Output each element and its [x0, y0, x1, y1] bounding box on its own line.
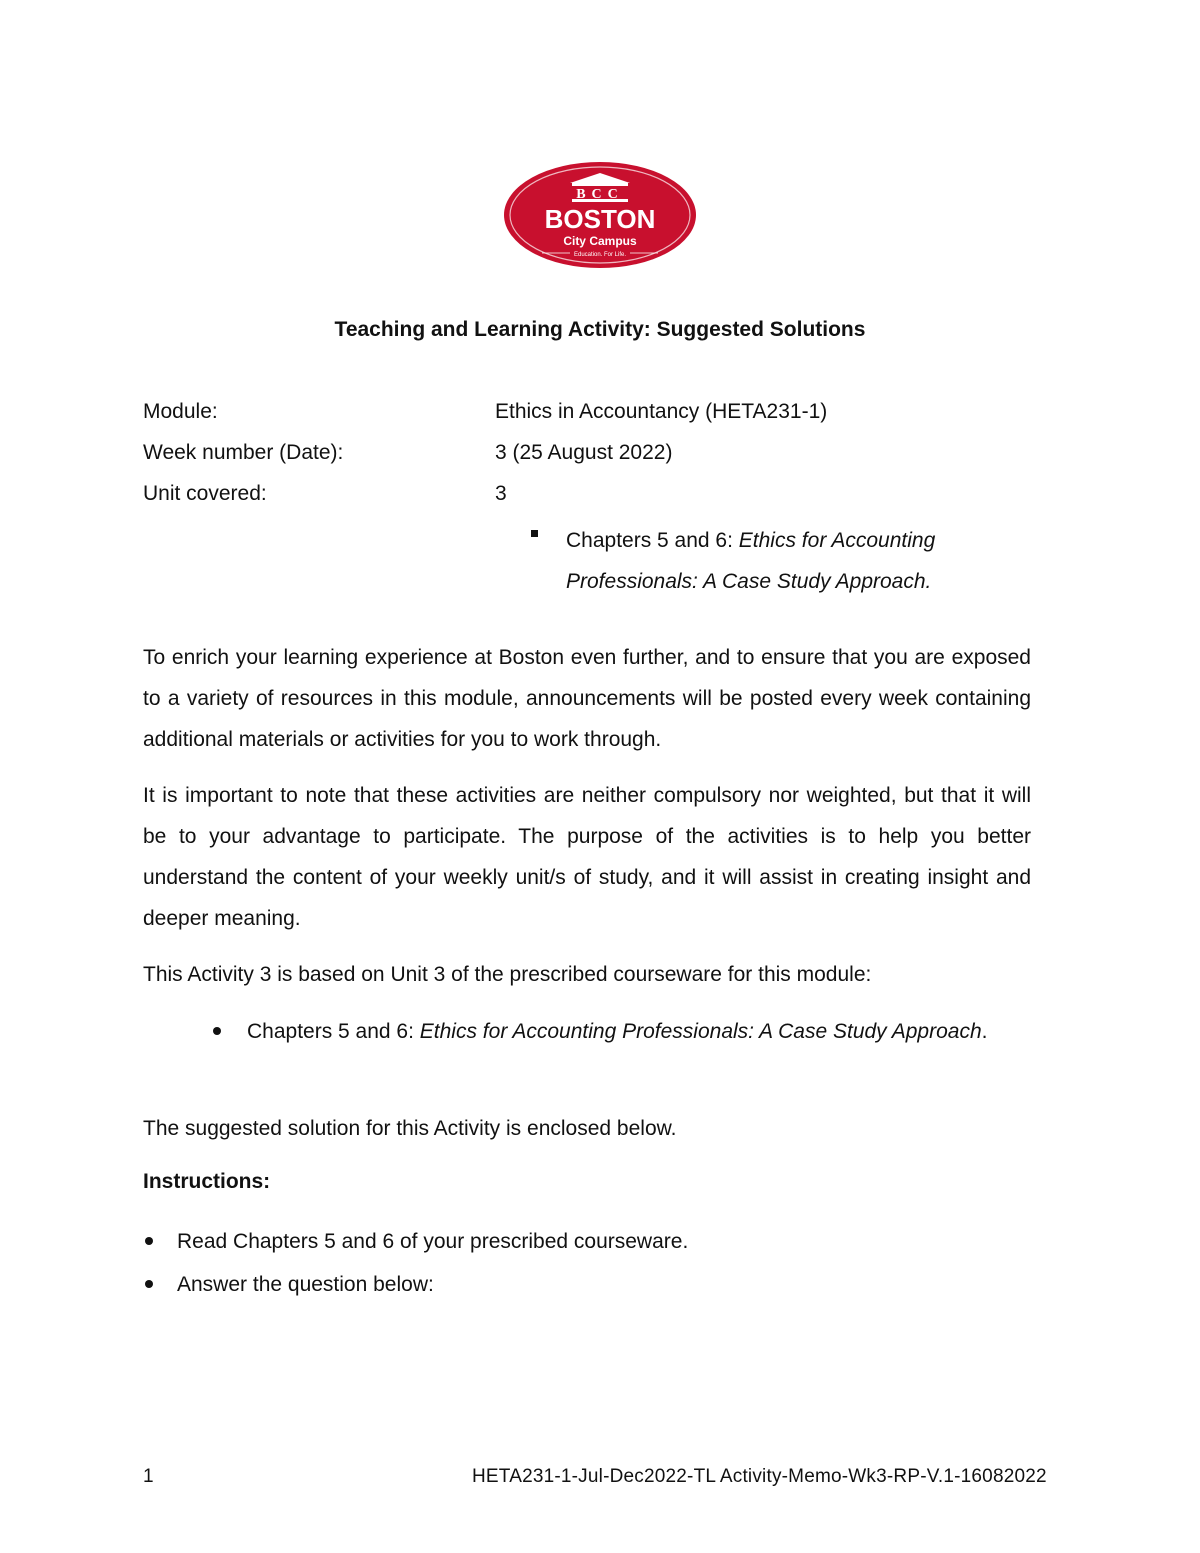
unit-chapters — [566, 520, 1006, 602]
chapters-prefix: Chapters 5 and 6: — [566, 529, 739, 552]
square-bullet-icon — [531, 530, 538, 537]
unit-value: 3 — [495, 482, 507, 505]
chapters-bullet-item — [247, 1011, 1031, 1052]
module-label: Module: — [143, 400, 218, 423]
svg-text:Education. For Life.: Education. For Life. — [573, 252, 627, 258]
bullet-end: . — [981, 1020, 988, 1043]
bullet-dot-icon — [145, 1237, 153, 1245]
solution-paragraph: The suggested solution for this Activity is enclosed below. — [143, 1117, 677, 1140]
week-value: 3 (25 August 2022) — [495, 441, 673, 464]
bullet-dot-icon — [213, 1027, 221, 1035]
bullet-dot-icon — [145, 1280, 153, 1288]
boston-city-campus-logo — [502, 161, 698, 269]
module-value: Ethics in Accountancy (HETA231-1) — [495, 400, 828, 423]
instruction-item: Answer the question below: — [177, 1273, 434, 1296]
instruction-item: Read Chapters 5 and 6 of your prescribed courseware. — [177, 1230, 689, 1253]
bullet-book-title: Ethics for Accounting Professionals: A Case Study Approach — [419, 1020, 982, 1043]
activity-basis-paragraph: This Activity 3 is based on Unit 3 of the prescribed courseware for this module: — [143, 963, 872, 986]
intro-paragraph: To enrich your learning experience at Boston even further, and to ensure that you are exposed to a variety of resources in this module, announcements will be posted every week containing additional materials or activities for you to work through. — [143, 646, 1031, 751]
bullet-prefix: Chapters 5 and 6: — [247, 1020, 420, 1043]
unit-label: Unit covered: — [143, 482, 267, 505]
page-number: 1 — [143, 1466, 154, 1487]
document-code: HETA231-1-Jul-Dec2022-TL Activity-Memo-Wk3-RP-V.1-16082022 — [472, 1466, 1047, 1487]
svg-text:City Campus: City Campus — [563, 234, 637, 248]
instructions-heading: Instructions: — [143, 1170, 271, 1193]
document-title: Teaching and Learning Activity: Suggested Solutions — [334, 318, 866, 341]
svg-text:BCC: BCC — [576, 187, 624, 202]
svg-text:BOSTON: BOSTON — [544, 204, 656, 234]
chapters-book-title: Ethics for Accounting Professionals: A Case Study Approach. — [566, 529, 936, 593]
importance-paragraph: It is important to note that these activities are neither compulsory nor weighted, but that it will be to your advantage to participate. The purpose of the activities is to help you better understand the content of your weekly unit/s of study, and it will assist in creating insight and deeper meaning. — [143, 784, 1031, 930]
week-label: Week number (Date): — [143, 441, 344, 464]
